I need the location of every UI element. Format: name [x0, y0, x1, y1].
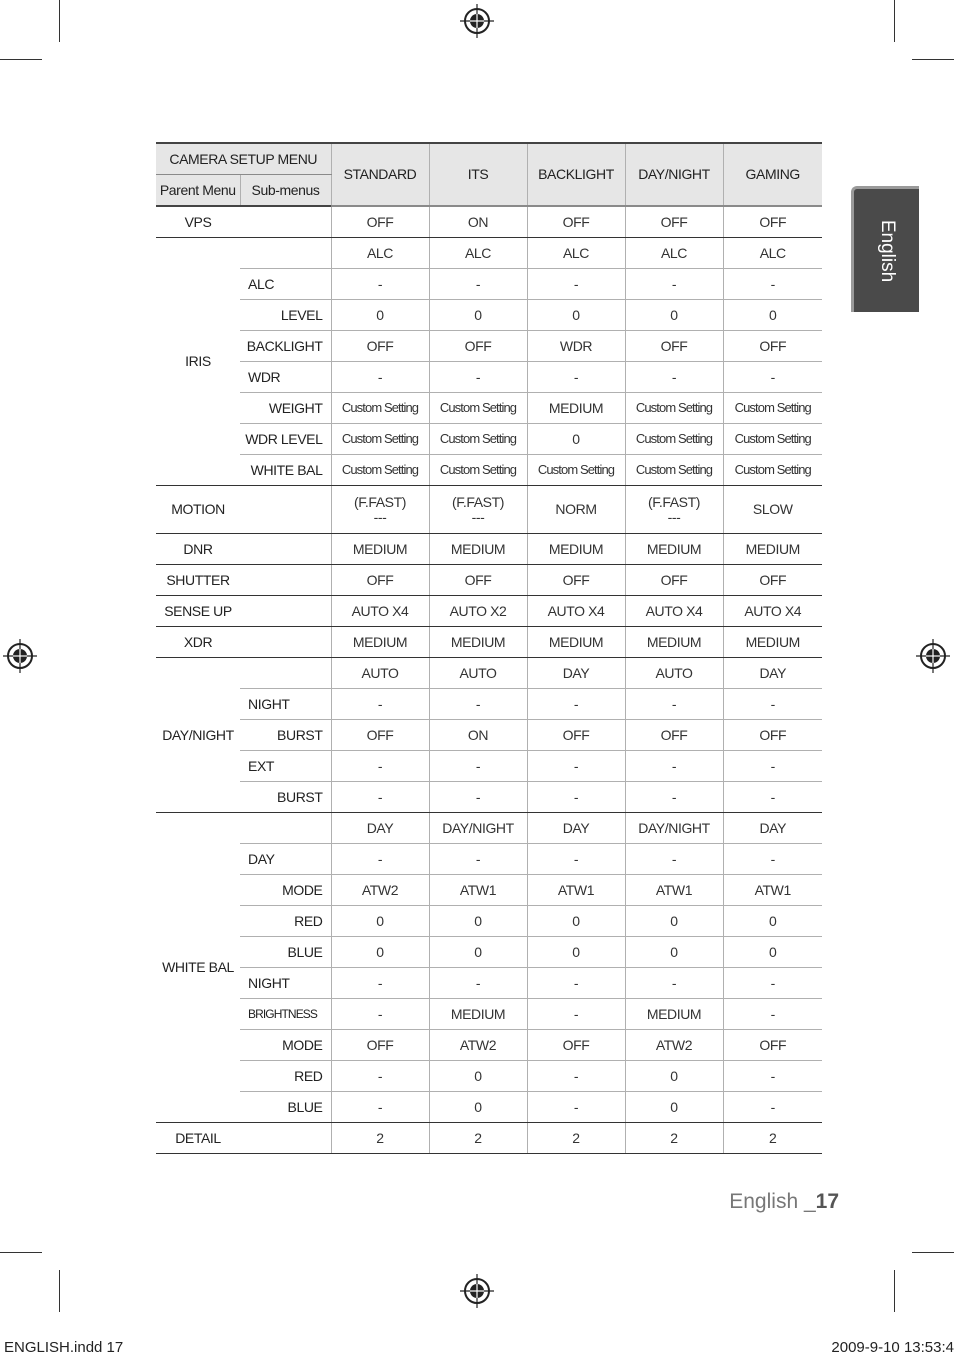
value-cell: -: [723, 1061, 822, 1092]
table-row: [156, 455, 822, 486]
value-cell: MEDIUM: [331, 534, 429, 565]
sub-menu-cell: LEVEL: [240, 300, 331, 331]
value-cell: DAY/NIGHT: [625, 813, 723, 844]
table-row: [156, 424, 822, 455]
value-cell: ATW1: [625, 875, 723, 906]
page-number: 17: [815, 1190, 839, 1213]
value-cell: -: [429, 751, 527, 782]
value-cell: DAY: [527, 813, 625, 844]
table-row: [156, 813, 822, 844]
value-cell: 0: [527, 424, 625, 455]
value-cell: Custom Setting: [723, 393, 822, 424]
value-cell: AUTO: [429, 658, 527, 689]
table-row: [156, 627, 822, 658]
value-cell: (F.FAST) ---: [429, 486, 527, 534]
value-cell: OFF: [331, 206, 429, 238]
value-cell: OFF: [723, 565, 822, 596]
value-cell: -: [331, 362, 429, 393]
value-cell: Custom Setting: [331, 393, 429, 424]
value-cell: MEDIUM: [527, 627, 625, 658]
value-cell: DAY: [723, 813, 822, 844]
sub-menu-cell: WEIGHT: [240, 393, 331, 424]
sub-menu-cell: [240, 565, 331, 596]
value-cell: AUTO X4: [331, 596, 429, 627]
value-cell: OFF: [625, 206, 723, 238]
value-cell: ALC: [331, 238, 429, 269]
sub-menu-cell: [240, 206, 331, 238]
sub-menu-cell: RED: [240, 906, 331, 937]
value-cell: 0: [625, 1092, 723, 1123]
sub-menu-cell: [240, 596, 331, 627]
value-cell: 0: [625, 1061, 723, 1092]
value-cell: MEDIUM: [429, 627, 527, 658]
value-cell: AUTO X4: [527, 596, 625, 627]
value-cell: MEDIUM: [331, 627, 429, 658]
table-row: [156, 906, 822, 937]
value-cell: (F.FAST) ---: [625, 486, 723, 534]
parent-menu-cell: SHUTTER: [156, 565, 240, 596]
sub-menu-cell: WHITE BAL: [240, 455, 331, 486]
value-cell: (F.FAST) ---: [331, 486, 429, 534]
value-cell: -: [723, 999, 822, 1030]
table-row: [156, 486, 822, 534]
value-cell: NORM: [527, 486, 625, 534]
value-cell: ATW2: [429, 1030, 527, 1061]
value-cell: Custom Setting: [723, 455, 822, 486]
value-cell: OFF: [527, 206, 625, 238]
table-row: [156, 238, 822, 269]
value-cell: AUTO X2: [429, 596, 527, 627]
value-cell: -: [625, 269, 723, 300]
sub-menu-cell: EXT: [240, 751, 331, 782]
value-cell: OFF: [625, 720, 723, 751]
table-row: [156, 565, 822, 596]
value-cell: -: [331, 968, 429, 999]
value-cell: ALC: [625, 238, 723, 269]
registration-mark-icon: [460, 4, 494, 38]
table-row: [156, 782, 822, 813]
page-footer: [729, 1190, 839, 1214]
value-cell: OFF: [723, 720, 822, 751]
value-cell: -: [723, 269, 822, 300]
sub-menu-cell: MODE: [240, 1030, 331, 1061]
value-cell: DAY: [723, 658, 822, 689]
value-cell: -: [527, 844, 625, 875]
registration-mark-icon: [3, 639, 37, 673]
value-cell: OFF: [625, 565, 723, 596]
value-cell: -: [429, 689, 527, 720]
value-cell: DAY: [527, 658, 625, 689]
value-cell: -: [429, 782, 527, 813]
value-cell: OFF: [723, 206, 822, 238]
table-row: [156, 1092, 822, 1123]
value-cell: 0: [625, 300, 723, 331]
value-cell: Custom Setting: [527, 455, 625, 486]
table-row: [156, 1061, 822, 1092]
value-cell: -: [625, 751, 723, 782]
value-cell: -: [527, 751, 625, 782]
value-cell: ATW1: [527, 875, 625, 906]
value-cell: WDR: [527, 331, 625, 362]
value-cell: 0: [723, 300, 822, 331]
value-cell: OFF: [527, 720, 625, 751]
value-cell: OFF: [429, 331, 527, 362]
value-cell: -: [723, 689, 822, 720]
crop-mark: [0, 59, 42, 60]
table-row: [156, 844, 822, 875]
sub-menu-cell: [240, 813, 331, 844]
value-cell: 2: [331, 1123, 429, 1154]
table-row: [156, 1123, 822, 1154]
value-cell: -: [625, 782, 723, 813]
value-cell: -: [527, 782, 625, 813]
value-cell: MEDIUM: [723, 534, 822, 565]
table-row: [156, 206, 822, 238]
parent-menu-cell: IRIS: [156, 238, 240, 486]
value-cell: OFF: [331, 1030, 429, 1061]
table-row: [156, 269, 822, 300]
value-cell: ATW2: [625, 1030, 723, 1061]
value-cell: 0: [429, 300, 527, 331]
value-cell: -: [527, 689, 625, 720]
value-cell: ALC: [723, 238, 822, 269]
registration-mark-icon: [916, 639, 950, 673]
sub-menu-cell: [240, 627, 331, 658]
table-row: [156, 937, 822, 968]
sub-menu-cell: [240, 658, 331, 689]
value-cell: -: [723, 1092, 822, 1123]
value-cell: 2: [527, 1123, 625, 1154]
value-cell: OFF: [723, 331, 822, 362]
value-cell: -: [625, 844, 723, 875]
header-row: [156, 143, 822, 175]
table-row: [156, 751, 822, 782]
value-cell: OFF: [331, 720, 429, 751]
value-cell: 0: [331, 300, 429, 331]
value-cell: MEDIUM: [527, 534, 625, 565]
language-side-tab: [851, 186, 919, 312]
sub-menu-cell: [240, 486, 331, 534]
value-cell: -: [723, 751, 822, 782]
value-cell: 0: [331, 937, 429, 968]
value-cell: OFF: [331, 565, 429, 596]
value-cell: OFF: [527, 565, 625, 596]
parent-menu-cell: DETAIL: [156, 1123, 240, 1154]
value-cell: 0: [723, 937, 822, 968]
value-cell: -: [331, 782, 429, 813]
value-cell: 2: [429, 1123, 527, 1154]
value-cell: 0: [429, 1061, 527, 1092]
slug-file: ENGLISH.indd 17: [4, 1339, 124, 1356]
table-row: [156, 393, 822, 424]
value-cell: OFF: [527, 1030, 625, 1061]
sub-menu-cell: BLUE: [240, 937, 331, 968]
value-cell: -: [331, 844, 429, 875]
value-cell: -: [429, 968, 527, 999]
sub-menu-cell: [240, 534, 331, 565]
value-cell: Custom Setting: [429, 424, 527, 455]
value-cell: -: [723, 844, 822, 875]
value-cell: Custom Setting: [625, 424, 723, 455]
sub-menu-cell: BURST: [240, 720, 331, 751]
value-cell: ATW1: [429, 875, 527, 906]
value-cell: -: [527, 1061, 625, 1092]
value-cell: 0: [429, 906, 527, 937]
value-cell: OFF: [625, 331, 723, 362]
crop-mark: [59, 1270, 60, 1312]
value-cell: ATW2: [331, 875, 429, 906]
crop-mark: [894, 1270, 895, 1312]
value-cell: -: [331, 751, 429, 782]
mode-header: ITS: [429, 143, 527, 206]
value-cell: DAY/NIGHT: [429, 813, 527, 844]
value-cell: Custom Setting: [429, 393, 527, 424]
mode-header: GAMING: [723, 143, 822, 206]
value-cell: -: [429, 269, 527, 300]
value-cell: Custom Setting: [625, 393, 723, 424]
sub-menu-cell: WDR: [240, 362, 331, 393]
value-cell: -: [527, 1092, 625, 1123]
value-cell: MEDIUM: [429, 534, 527, 565]
value-cell: ALC: [429, 238, 527, 269]
value-cell: MEDIUM: [527, 393, 625, 424]
table-row: [156, 658, 822, 689]
parent-menu-cell: MOTION: [156, 486, 240, 534]
crop-mark: [912, 1252, 954, 1253]
sub-menus-header: Sub-menus: [240, 175, 331, 207]
menu-title-header: CAMERA SETUP MENU: [156, 143, 331, 175]
language-side-tab-label: English: [876, 219, 898, 282]
value-cell: 0: [429, 1092, 527, 1123]
value-cell: SLOW: [723, 486, 822, 534]
sub-menu-cell: NIGHT: [240, 968, 331, 999]
table-row: [156, 331, 822, 362]
crop-mark: [0, 1252, 42, 1253]
sub-menu-cell: BACKLIGHT: [240, 331, 331, 362]
value-cell: -: [625, 689, 723, 720]
table-row: [156, 1030, 822, 1061]
table-row: [156, 720, 822, 751]
value-cell: -: [331, 689, 429, 720]
parent-menu-cell: SENSE UP: [156, 596, 240, 627]
value-cell: MEDIUM: [625, 627, 723, 658]
sub-menu-cell: BRIGHTNESS: [240, 999, 331, 1030]
value-cell: -: [331, 1092, 429, 1123]
mode-header: STANDARD: [331, 143, 429, 206]
value-cell: Custom Setting: [723, 424, 822, 455]
sub-menu-cell: RED: [240, 1061, 331, 1092]
value-cell: AUTO X4: [625, 596, 723, 627]
parent-menu-cell: XDR: [156, 627, 240, 658]
parent-menu-cell: DNR: [156, 534, 240, 565]
camera-setup-table: [156, 142, 822, 1154]
value-cell: -: [723, 362, 822, 393]
value-cell: 0: [429, 937, 527, 968]
value-cell: Custom Setting: [429, 455, 527, 486]
value-cell: 0: [527, 906, 625, 937]
value-cell: MEDIUM: [625, 534, 723, 565]
value-cell: 2: [723, 1123, 822, 1154]
value-cell: -: [331, 999, 429, 1030]
value-cell: -: [625, 968, 723, 999]
sub-menu-cell: MODE: [240, 875, 331, 906]
table-row: [156, 689, 822, 720]
value-cell: Custom Setting: [625, 455, 723, 486]
value-cell: MEDIUM: [625, 999, 723, 1030]
value-cell: OFF: [723, 1030, 822, 1061]
value-cell: -: [527, 269, 625, 300]
table-row: [156, 875, 822, 906]
table-row: [156, 596, 822, 627]
value-cell: 0: [527, 300, 625, 331]
sub-menu-cell: BURST: [240, 782, 331, 813]
value-cell: -: [625, 362, 723, 393]
value-cell: ATW1: [723, 875, 822, 906]
value-cell: AUTO: [331, 658, 429, 689]
value-cell: -: [723, 782, 822, 813]
value-cell: -: [331, 1061, 429, 1092]
sub-menu-cell: DAY: [240, 844, 331, 875]
value-cell: AUTO: [625, 658, 723, 689]
parent-menu-header: Parent Menu: [156, 175, 240, 207]
value-cell: Custom Setting: [331, 455, 429, 486]
value-cell: -: [331, 269, 429, 300]
value-cell: 0: [625, 906, 723, 937]
sub-menu-cell: ALC: [240, 269, 331, 300]
value-cell: -: [429, 362, 527, 393]
value-cell: ALC: [527, 238, 625, 269]
crop-mark: [894, 0, 895, 42]
value-cell: -: [527, 968, 625, 999]
table-row: [156, 300, 822, 331]
table-row: [156, 534, 822, 565]
value-cell: MEDIUM: [429, 999, 527, 1030]
value-cell: -: [429, 844, 527, 875]
value-cell: OFF: [331, 331, 429, 362]
parent-menu-cell: VPS: [156, 206, 240, 238]
value-cell: ON: [429, 720, 527, 751]
sub-menu-cell: BLUE: [240, 1092, 331, 1123]
value-cell: DAY: [331, 813, 429, 844]
footer-language: English _: [729, 1190, 816, 1213]
mode-header: BACKLIGHT: [527, 143, 625, 206]
crop-mark: [912, 59, 954, 60]
value-cell: 2: [625, 1123, 723, 1154]
value-cell: AUTO X4: [723, 596, 822, 627]
value-cell: -: [527, 999, 625, 1030]
mode-header: DAY/NIGHT: [625, 143, 723, 206]
sub-menu-cell: [240, 238, 331, 269]
sub-menu-cell: WDR LEVEL: [240, 424, 331, 455]
registration-mark-icon: [460, 1274, 494, 1308]
value-cell: 0: [723, 906, 822, 937]
value-cell: OFF: [429, 565, 527, 596]
value-cell: MEDIUM: [723, 627, 822, 658]
value-cell: Custom Setting: [331, 424, 429, 455]
table-row: [156, 362, 822, 393]
table-row: [156, 968, 822, 999]
value-cell: 0: [331, 906, 429, 937]
value-cell: ON: [429, 206, 527, 238]
value-cell: 0: [625, 937, 723, 968]
value-cell: -: [723, 968, 822, 999]
table-row: [156, 999, 822, 1030]
parent-menu-cell: WHITE BAL: [156, 813, 240, 1123]
value-cell: 0: [527, 937, 625, 968]
crop-mark: [59, 0, 60, 42]
slug-timestamp: 2009-9-10 13:53:4: [831, 1339, 954, 1356]
value-cell: -: [527, 362, 625, 393]
sub-menu-cell: NIGHT: [240, 689, 331, 720]
parent-menu-cell: DAY/NIGHT: [156, 658, 240, 813]
sub-menu-cell: [240, 1123, 331, 1154]
